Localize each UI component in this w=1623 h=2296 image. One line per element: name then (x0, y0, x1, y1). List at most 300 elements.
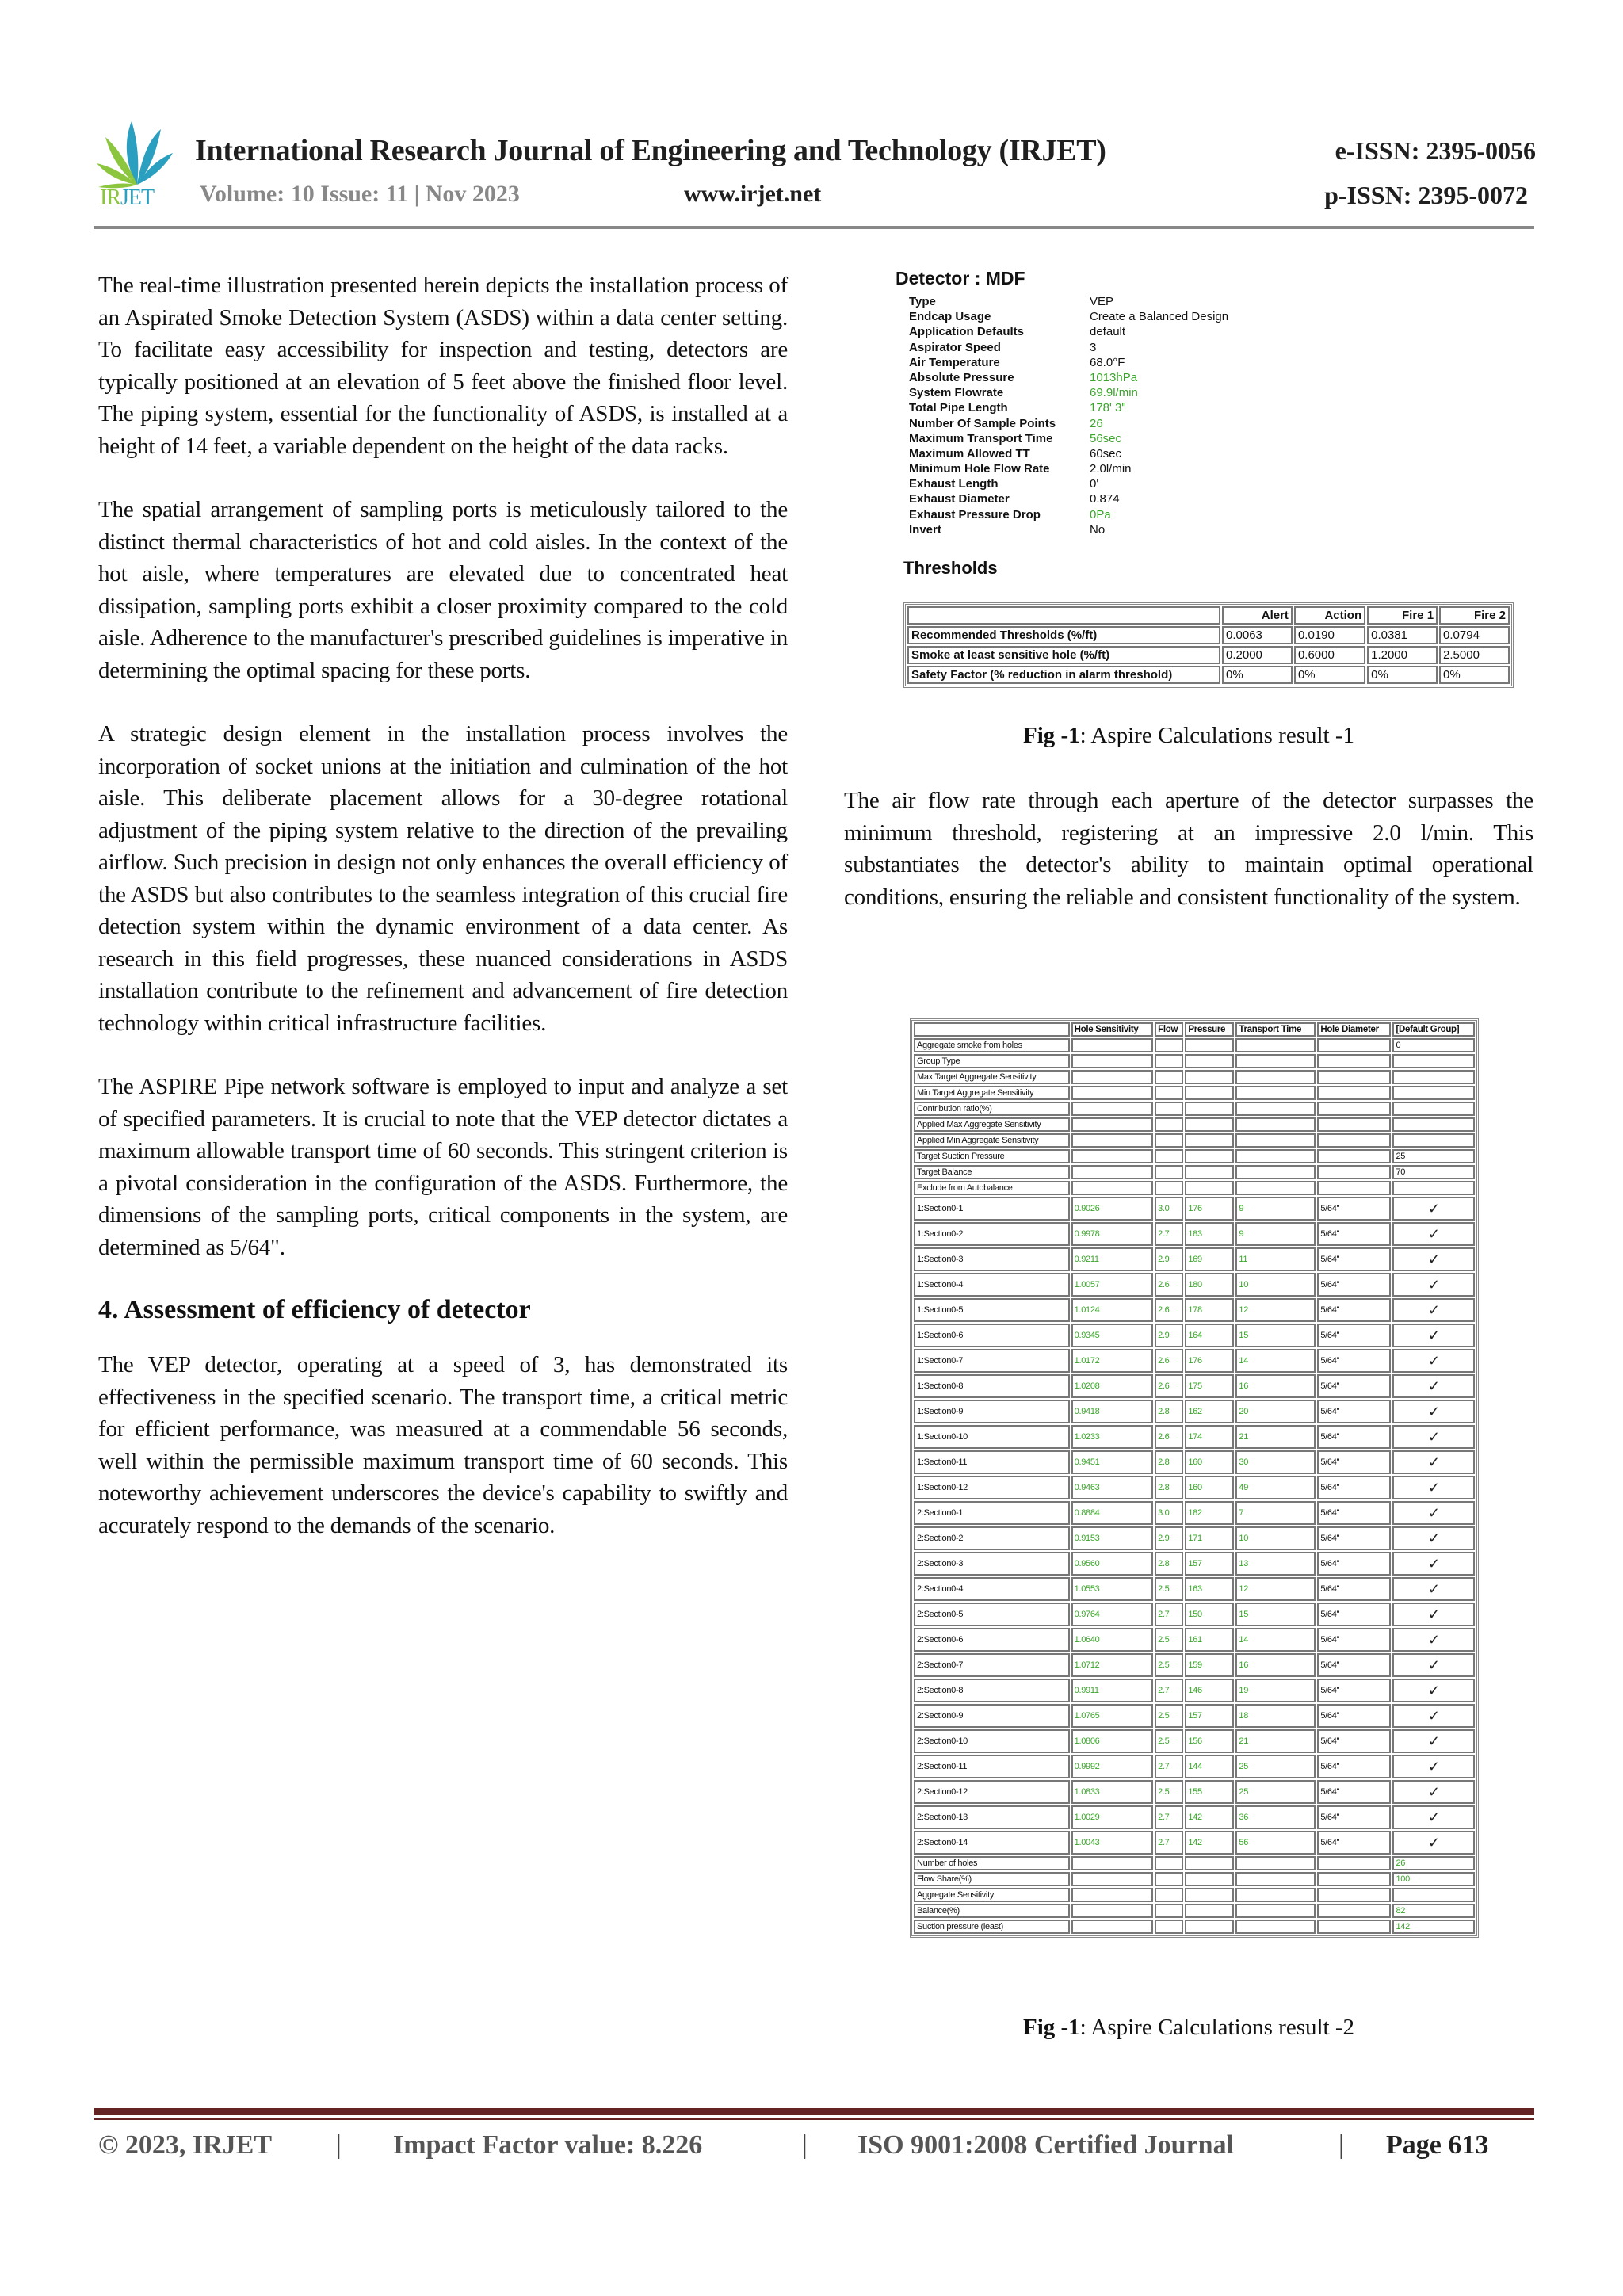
flow: 2.8 (1155, 1552, 1183, 1576)
section-row (914, 1755, 1475, 1778)
hole-diameter: 5/64" (1317, 1603, 1391, 1626)
property-label: Exhaust Length (909, 477, 999, 491)
table-row (914, 1054, 1475, 1068)
property-label: Total Pipe Length (909, 401, 1008, 415)
section-name: 2:Section0-7 (914, 1653, 1070, 1677)
figure-caption (844, 723, 1533, 749)
flow: 2.7 (1155, 1222, 1183, 1246)
table-cell: 0.2000 (1222, 646, 1293, 664)
pressure: 157 (1185, 1704, 1234, 1728)
property-label: Minimum Hole Flow Rate (909, 462, 1050, 476)
group-value: 0 (1392, 1038, 1475, 1052)
pressure: 163 (1185, 1577, 1234, 1601)
section-row (914, 1501, 1475, 1525)
pressure: 150 (1185, 1603, 1234, 1626)
section-name: 2:Section0-1 (914, 1501, 1070, 1525)
hole-diameter: 5/64" (1317, 1450, 1391, 1474)
body-paragraph: The ASPIRE Pipe network software is employed to input and analyze a set of specified parameters. It is crucial to note that the VEP detector dictates a maximum allowable transport time of 60 seconds. This stringent criterion is a pivotal consideration in the configuration of the ASDS. Furthermore, the dimensions of the sampling ports, critical components in the system, are determined as 5/64". (98, 1074, 788, 1260)
pressure: 180 (1185, 1273, 1234, 1297)
hole-diameter: 5/64" (1317, 1577, 1391, 1601)
table-cell (1155, 1054, 1183, 1068)
table-cell (1185, 1133, 1234, 1148)
section-heading: 4. Assessment of efficiency of detector (98, 1295, 531, 1324)
hole-sensitivity: 0.9345 (1071, 1324, 1153, 1347)
detector-property-row (909, 385, 1537, 400)
table-cell (1071, 1872, 1153, 1886)
checkmark-icon: ✓ (1392, 1501, 1475, 1525)
section-row (914, 1476, 1475, 1499)
table-cell (1317, 1149, 1391, 1163)
property-label: Maximum Allowed TT (909, 446, 1030, 460)
flow: 2.6 (1155, 1374, 1183, 1398)
pressure: 183 (1185, 1222, 1234, 1246)
table-cell (1071, 1904, 1153, 1918)
caption-text: : Aspire Calculations result -2 (1079, 2015, 1355, 2040)
table-cell (1317, 1904, 1391, 1918)
table-cell (1185, 1038, 1234, 1052)
table-cell (1155, 1920, 1183, 1934)
pressure: 142 (1185, 1805, 1234, 1829)
checkmark-icon: ✓ (1392, 1603, 1475, 1626)
table-cell (1185, 1181, 1234, 1195)
body-paragraph: A strategic design element in the installation process involves the incorporation of socket unions at the initiation and culmination of the hot aisle. This deliberate placement allows for a 30-degree rotational adjustment of the piping system relative to the direction of the prevailing airflow. Such precision in design not only enhances the overall efficiency of the ASDS but also contributes to the seamless integration of this crucial fire detection system within the dynamic environment of a data center. As research in this field progresses, these nuanced considerations in ASDS installation contribute to the refinement and advancement of fire detection technology within critical infrastructure facilities. (98, 721, 788, 1036)
flow: 2.9 (1155, 1526, 1183, 1550)
body-paragraph: The air flow rate through each aperture of the detector surpasses the minimum threshold, registering at an impressive 2.0 l/min. This substantiates the detector's ability to maintain optimal operational conditions, ensuring the reliable and consistent functionality of the system. (844, 788, 1533, 910)
logo-text-ir: IR (100, 185, 120, 210)
checkmark-icon: ✓ (1392, 1577, 1475, 1601)
transport-time: 13 (1235, 1552, 1316, 1576)
table-row (914, 1888, 1475, 1902)
e-issn: e-ISSN: 2395-0056 (1335, 136, 1536, 165)
transport-time: 16 (1235, 1374, 1316, 1398)
flow: 3.0 (1155, 1197, 1183, 1221)
hole-diameter: 5/64" (1317, 1628, 1391, 1652)
hole-diameter: 5/64" (1317, 1526, 1391, 1550)
transport-time: 14 (1235, 1349, 1316, 1373)
section-name: 1:Section0-1 (914, 1197, 1070, 1221)
row-label: Suction pressure (least) (914, 1920, 1070, 1934)
property-value: No (1090, 522, 1106, 537)
table-cell: 0.6000 (1294, 646, 1365, 664)
table-header-row (914, 1022, 1475, 1037)
group-value (1392, 1102, 1475, 1116)
table-cell (1317, 1117, 1391, 1132)
body-paragraph: The real-time illustration presented herein depicts the installation process of an Aspirated Smoke Detection System (ASDS) within a data center setting. To facilitate easy accessibility for inspection and testing, detectors are typically positioned at an elevation of 5 feet above the finished floor level. The piping system, essential for the functionality of ASDS, is installed at a height of 14 feet, a variable dependent on the height of the data racks. (98, 273, 788, 459)
detector-property-row (909, 431, 1537, 446)
property-value: 26 (1090, 416, 1103, 430)
checkmark-icon: ✓ (1392, 1628, 1475, 1652)
transport-time: 12 (1235, 1298, 1316, 1322)
transport-time: 18 (1235, 1704, 1316, 1728)
table-header: Pressure (1185, 1022, 1234, 1037)
hole-sensitivity: 0.9211 (1071, 1247, 1153, 1271)
hole-diameter: 5/64" (1317, 1653, 1391, 1677)
table-cell (1235, 1856, 1316, 1870)
section-name: 1:Section0-9 (914, 1400, 1070, 1423)
hole-diameter: 5/64" (1317, 1324, 1391, 1347)
table-cell (1235, 1165, 1316, 1179)
section-row (914, 1222, 1475, 1246)
hole-diameter: 5/64" (1317, 1222, 1391, 1246)
property-value: 178' 3" (1090, 401, 1126, 415)
table-cell (1317, 1102, 1391, 1116)
table-cell (1317, 1856, 1391, 1870)
group-value: 26 (1392, 1856, 1475, 1870)
section-row (914, 1704, 1475, 1728)
section-name: 1:Section0-6 (914, 1324, 1070, 1347)
pressure: 155 (1185, 1780, 1234, 1804)
section-name: 2:Section0-13 (914, 1805, 1070, 1829)
hole-diameter: 5/64" (1317, 1374, 1391, 1398)
table-row (914, 1086, 1475, 1100)
table-cell (1185, 1102, 1234, 1116)
flow: 2.8 (1155, 1450, 1183, 1474)
thresholds-title: Thresholds (903, 558, 998, 578)
flow: 2.7 (1155, 1679, 1183, 1702)
row-label: Group Type (914, 1054, 1070, 1068)
section-name: 1:Section0-7 (914, 1349, 1070, 1373)
table-cell (1235, 1133, 1316, 1148)
footer-separator: | (1338, 2130, 1344, 2160)
table-cell (1235, 1038, 1316, 1052)
property-value: 2.0l/min (1090, 462, 1132, 476)
transport-time: 49 (1235, 1476, 1316, 1499)
flow: 2.7 (1155, 1755, 1183, 1778)
section-name: 2:Section0-14 (914, 1831, 1070, 1855)
section-name: 2:Section0-4 (914, 1577, 1070, 1601)
table-cell: Recommended Thresholds (%/ft) (907, 626, 1220, 644)
property-value: VEP (1090, 295, 1114, 308)
table-cell: 0.0794 (1439, 626, 1510, 644)
table-cell (1155, 1904, 1183, 1918)
property-label: System Flowrate (909, 386, 1004, 400)
table-cell: 1.2000 (1367, 646, 1438, 664)
figure-section-table (910, 1018, 1480, 1938)
hole-sensitivity: 0.9978 (1071, 1222, 1153, 1246)
detector-property-row (909, 324, 1537, 339)
hole-diameter: 5/64" (1317, 1349, 1391, 1373)
property-label: Maximum Transport Time (909, 431, 1053, 445)
table-cell (1235, 1888, 1316, 1902)
table-cell (1317, 1086, 1391, 1100)
property-value: 0' (1090, 477, 1099, 491)
hole-sensitivity: 1.0233 (1071, 1425, 1153, 1449)
table-cell (1317, 1165, 1391, 1179)
table-header: Hole Sensitivity (1071, 1022, 1153, 1037)
table-row (914, 1149, 1475, 1163)
hole-sensitivity: 0.9026 (1071, 1197, 1153, 1221)
property-label: Exhaust Diameter (909, 492, 1010, 506)
table-cell (1071, 1181, 1153, 1195)
detector-property-row (909, 416, 1537, 431)
row-label: Applied Min Aggregate Sensitivity (914, 1133, 1070, 1148)
flow: 2.5 (1155, 1704, 1183, 1728)
pressure: 144 (1185, 1755, 1234, 1778)
detector-property-row (909, 461, 1537, 476)
checkmark-icon: ✓ (1392, 1450, 1475, 1474)
checkmark-icon: ✓ (1392, 1374, 1475, 1398)
hole-diameter: 5/64" (1317, 1273, 1391, 1297)
table-cell (1071, 1920, 1153, 1934)
table-cell (1235, 1102, 1316, 1116)
section-row (914, 1247, 1475, 1271)
checkmark-icon: ✓ (1392, 1526, 1475, 1550)
flow: 2.9 (1155, 1324, 1183, 1347)
transport-time: 12 (1235, 1577, 1316, 1601)
pressure: 156 (1185, 1729, 1234, 1753)
section-row (914, 1197, 1475, 1221)
transport-time: 21 (1235, 1729, 1316, 1753)
table-header (907, 606, 1220, 625)
table-row (914, 1181, 1475, 1195)
group-value: 100 (1392, 1872, 1475, 1886)
property-value: 68.0°F (1090, 355, 1125, 369)
table-cell (1185, 1117, 1234, 1132)
table-header-row (907, 606, 1510, 625)
hole-sensitivity: 1.0172 (1071, 1349, 1153, 1373)
checkmark-icon: ✓ (1392, 1298, 1475, 1322)
transport-time: 30 (1235, 1450, 1316, 1474)
table-cell (1235, 1070, 1316, 1084)
checkmark-icon: ✓ (1392, 1653, 1475, 1677)
detector-title: Detector : MDF (896, 268, 1025, 288)
pressure: 146 (1185, 1679, 1234, 1702)
detector-property-row (909, 340, 1537, 355)
section-name: 2:Section0-2 (914, 1526, 1070, 1550)
hole-sensitivity: 1.0043 (1071, 1831, 1153, 1855)
table-header: Alert (1222, 606, 1293, 625)
hole-sensitivity: 1.0833 (1071, 1780, 1153, 1804)
section-name: 2:Section0-9 (914, 1704, 1070, 1728)
hole-sensitivity: 0.9451 (1071, 1450, 1153, 1474)
table-cell (1185, 1920, 1234, 1934)
hole-sensitivity: 0.8884 (1071, 1501, 1153, 1525)
table-cell (1071, 1117, 1153, 1132)
property-value: 56sec (1090, 431, 1122, 445)
table-cell (1155, 1086, 1183, 1100)
journal-title: International Research Journal of Engineering and Technology (IRJET) (195, 134, 1106, 167)
property-label: Application Defaults (909, 325, 1025, 339)
hole-sensitivity: 1.0553 (1071, 1577, 1153, 1601)
footer-rule (94, 2108, 1534, 2115)
table-cell (1071, 1888, 1153, 1902)
table-cell (1185, 1888, 1234, 1902)
table-cell (1185, 1856, 1234, 1870)
property-value: 3 (1090, 340, 1097, 354)
flow: 2.6 (1155, 1298, 1183, 1322)
detector-property-row (909, 446, 1537, 461)
checkmark-icon: ✓ (1392, 1729, 1475, 1753)
table-cell (1155, 1872, 1183, 1886)
section-name: 1:Section0-10 (914, 1425, 1070, 1449)
pressure: 176 (1185, 1197, 1234, 1221)
row-label: Contribution ratio(%) (914, 1102, 1070, 1116)
section-name: 2:Section0-5 (914, 1603, 1070, 1626)
property-label: Exhaust Pressure Drop (909, 507, 1041, 521)
table-cell (1155, 1117, 1183, 1132)
hole-diameter: 5/64" (1317, 1476, 1391, 1499)
hole-diameter: 5/64" (1317, 1831, 1391, 1855)
flow: 2.5 (1155, 1729, 1183, 1753)
table-header: [Default Group] (1392, 1022, 1475, 1037)
table-cell (1155, 1856, 1183, 1870)
table-cell: 0% (1294, 666, 1365, 684)
table-cell (1235, 1054, 1316, 1068)
hole-sensitivity: 0.9418 (1071, 1400, 1153, 1423)
checkmark-icon: ✓ (1392, 1679, 1475, 1702)
table-row (907, 666, 1510, 684)
thresholds-table (903, 602, 1514, 688)
iso-certification: ISO 9001:2008 Certified Journal (857, 2130, 1235, 2160)
property-value: 69.9l/min (1090, 386, 1138, 400)
section-row (914, 1729, 1475, 1753)
hole-sensitivity: 1.0765 (1071, 1704, 1153, 1728)
detector-property-row (909, 294, 1537, 309)
table-row (907, 646, 1510, 664)
table-cell (1235, 1117, 1316, 1132)
section-row (914, 1628, 1475, 1652)
group-value: 70 (1392, 1165, 1475, 1179)
pressure: 182 (1185, 1501, 1234, 1525)
pressure: 142 (1185, 1831, 1234, 1855)
table-cell (1155, 1070, 1183, 1084)
row-label: Aggregate smoke from holes (914, 1038, 1070, 1052)
table-cell (1235, 1149, 1316, 1163)
transport-time: 11 (1235, 1247, 1316, 1271)
property-label: Endcap Usage (909, 310, 991, 324)
section-row (914, 1526, 1475, 1550)
section-row (914, 1273, 1475, 1297)
hole-sensitivity: 1.0124 (1071, 1298, 1153, 1322)
table-header: Fire 2 (1439, 606, 1510, 625)
section-name: 1:Section0-2 (914, 1222, 1070, 1246)
hole-diameter: 5/64" (1317, 1298, 1391, 1322)
table-cell (1155, 1181, 1183, 1195)
table-cell (1155, 1149, 1183, 1163)
hole-diameter: 5/64" (1317, 1247, 1391, 1271)
group-value (1392, 1133, 1475, 1148)
pressure: 178 (1185, 1298, 1234, 1322)
group-value (1392, 1054, 1475, 1068)
pressure: 171 (1185, 1526, 1234, 1550)
checkmark-icon: ✓ (1392, 1197, 1475, 1221)
hole-sensitivity: 1.0806 (1071, 1729, 1153, 1753)
figure-detector-summary (896, 268, 1537, 688)
table-cell (1317, 1070, 1391, 1084)
hole-diameter: 5/64" (1317, 1780, 1391, 1804)
property-value: default (1090, 325, 1126, 339)
section-row (914, 1653, 1475, 1677)
table-row (914, 1117, 1475, 1132)
section-row (914, 1400, 1475, 1423)
section-name: 2:Section0-12 (914, 1780, 1070, 1804)
section-row (914, 1577, 1475, 1601)
table-cell: 0% (1222, 666, 1293, 684)
impact-factor: Impact Factor value: 8.226 (393, 2130, 703, 2160)
transport-time: 9 (1235, 1197, 1316, 1221)
hole-diameter: 5/64" (1317, 1552, 1391, 1576)
table-cell (1155, 1133, 1183, 1148)
row-label: Flow Share(%) (914, 1872, 1070, 1886)
header-divider (94, 226, 1534, 229)
section-row (914, 1831, 1475, 1855)
property-value: Create a Balanced Design (1090, 310, 1229, 324)
hole-sensitivity: 1.0057 (1071, 1273, 1153, 1297)
caption-label: Fig -1 (1022, 2015, 1080, 2040)
hole-sensitivity: 1.0208 (1071, 1374, 1153, 1398)
caption-text: : Aspire Calculations result -1 (1079, 723, 1355, 748)
flow: 2.6 (1155, 1273, 1183, 1297)
checkmark-icon: ✓ (1392, 1704, 1475, 1728)
transport-time: 56 (1235, 1831, 1316, 1855)
group-value (1392, 1117, 1475, 1132)
footer-separator: | (802, 2130, 808, 2160)
table-cell (1185, 1054, 1234, 1068)
property-label: Absolute Pressure (909, 370, 1014, 384)
section-row (914, 1374, 1475, 1398)
table-cell: 0% (1367, 666, 1438, 684)
table-cell (1317, 1038, 1391, 1052)
table-cell (1071, 1086, 1153, 1100)
transport-time: 20 (1235, 1400, 1316, 1423)
table-cell (1185, 1070, 1234, 1084)
table-row (907, 626, 1510, 644)
flow: 2.5 (1155, 1577, 1183, 1601)
section-name: 1:Section0-12 (914, 1476, 1070, 1499)
checkmark-icon: ✓ (1392, 1552, 1475, 1576)
pressure: 159 (1185, 1653, 1234, 1677)
property-label: Number Of Sample Points (909, 416, 1056, 430)
transport-time: 7 (1235, 1501, 1316, 1525)
caption-label: Fig -1 (1022, 723, 1080, 748)
flow: 2.5 (1155, 1780, 1183, 1804)
transport-time: 25 (1235, 1780, 1316, 1804)
journal-website-link[interactable]: www.irjet.net (684, 181, 822, 207)
hole-sensitivity: 0.9153 (1071, 1526, 1153, 1550)
transport-time: 10 (1235, 1273, 1316, 1297)
hole-diameter: 5/64" (1317, 1501, 1391, 1525)
section-row (914, 1805, 1475, 1829)
checkmark-icon: ✓ (1392, 1324, 1475, 1347)
section-name: 2:Section0-8 (914, 1679, 1070, 1702)
row-label: Max Target Aggregate Sensitivity (914, 1070, 1070, 1084)
section-name: 2:Section0-10 (914, 1729, 1070, 1753)
section-row (914, 1324, 1475, 1347)
flow: 2.7 (1155, 1603, 1183, 1626)
section-name: 1:Section0-5 (914, 1298, 1070, 1322)
transport-time: 15 (1235, 1603, 1316, 1626)
transport-time: 19 (1235, 1679, 1316, 1702)
transport-time: 15 (1235, 1324, 1316, 1347)
footer-rule-thin (94, 2118, 1534, 2120)
page-header (94, 117, 1536, 236)
hole-sensitivity: 1.0640 (1071, 1628, 1153, 1652)
table-cell (1155, 1165, 1183, 1179)
table-cell (1317, 1888, 1391, 1902)
flow: 2.5 (1155, 1653, 1183, 1677)
flow: 3.0 (1155, 1501, 1183, 1525)
table-cell (1071, 1102, 1153, 1116)
leaf-fan-icon (94, 117, 181, 189)
table-cell (1071, 1856, 1153, 1870)
table-header (914, 1022, 1070, 1037)
hole-diameter: 5/64" (1317, 1704, 1391, 1728)
section-name: 1:Section0-4 (914, 1273, 1070, 1297)
table-cell (1235, 1872, 1316, 1886)
section-name: 2:Section0-6 (914, 1628, 1070, 1652)
page-number: Page 613 (1386, 2130, 1489, 2160)
table-cell (1317, 1920, 1391, 1934)
